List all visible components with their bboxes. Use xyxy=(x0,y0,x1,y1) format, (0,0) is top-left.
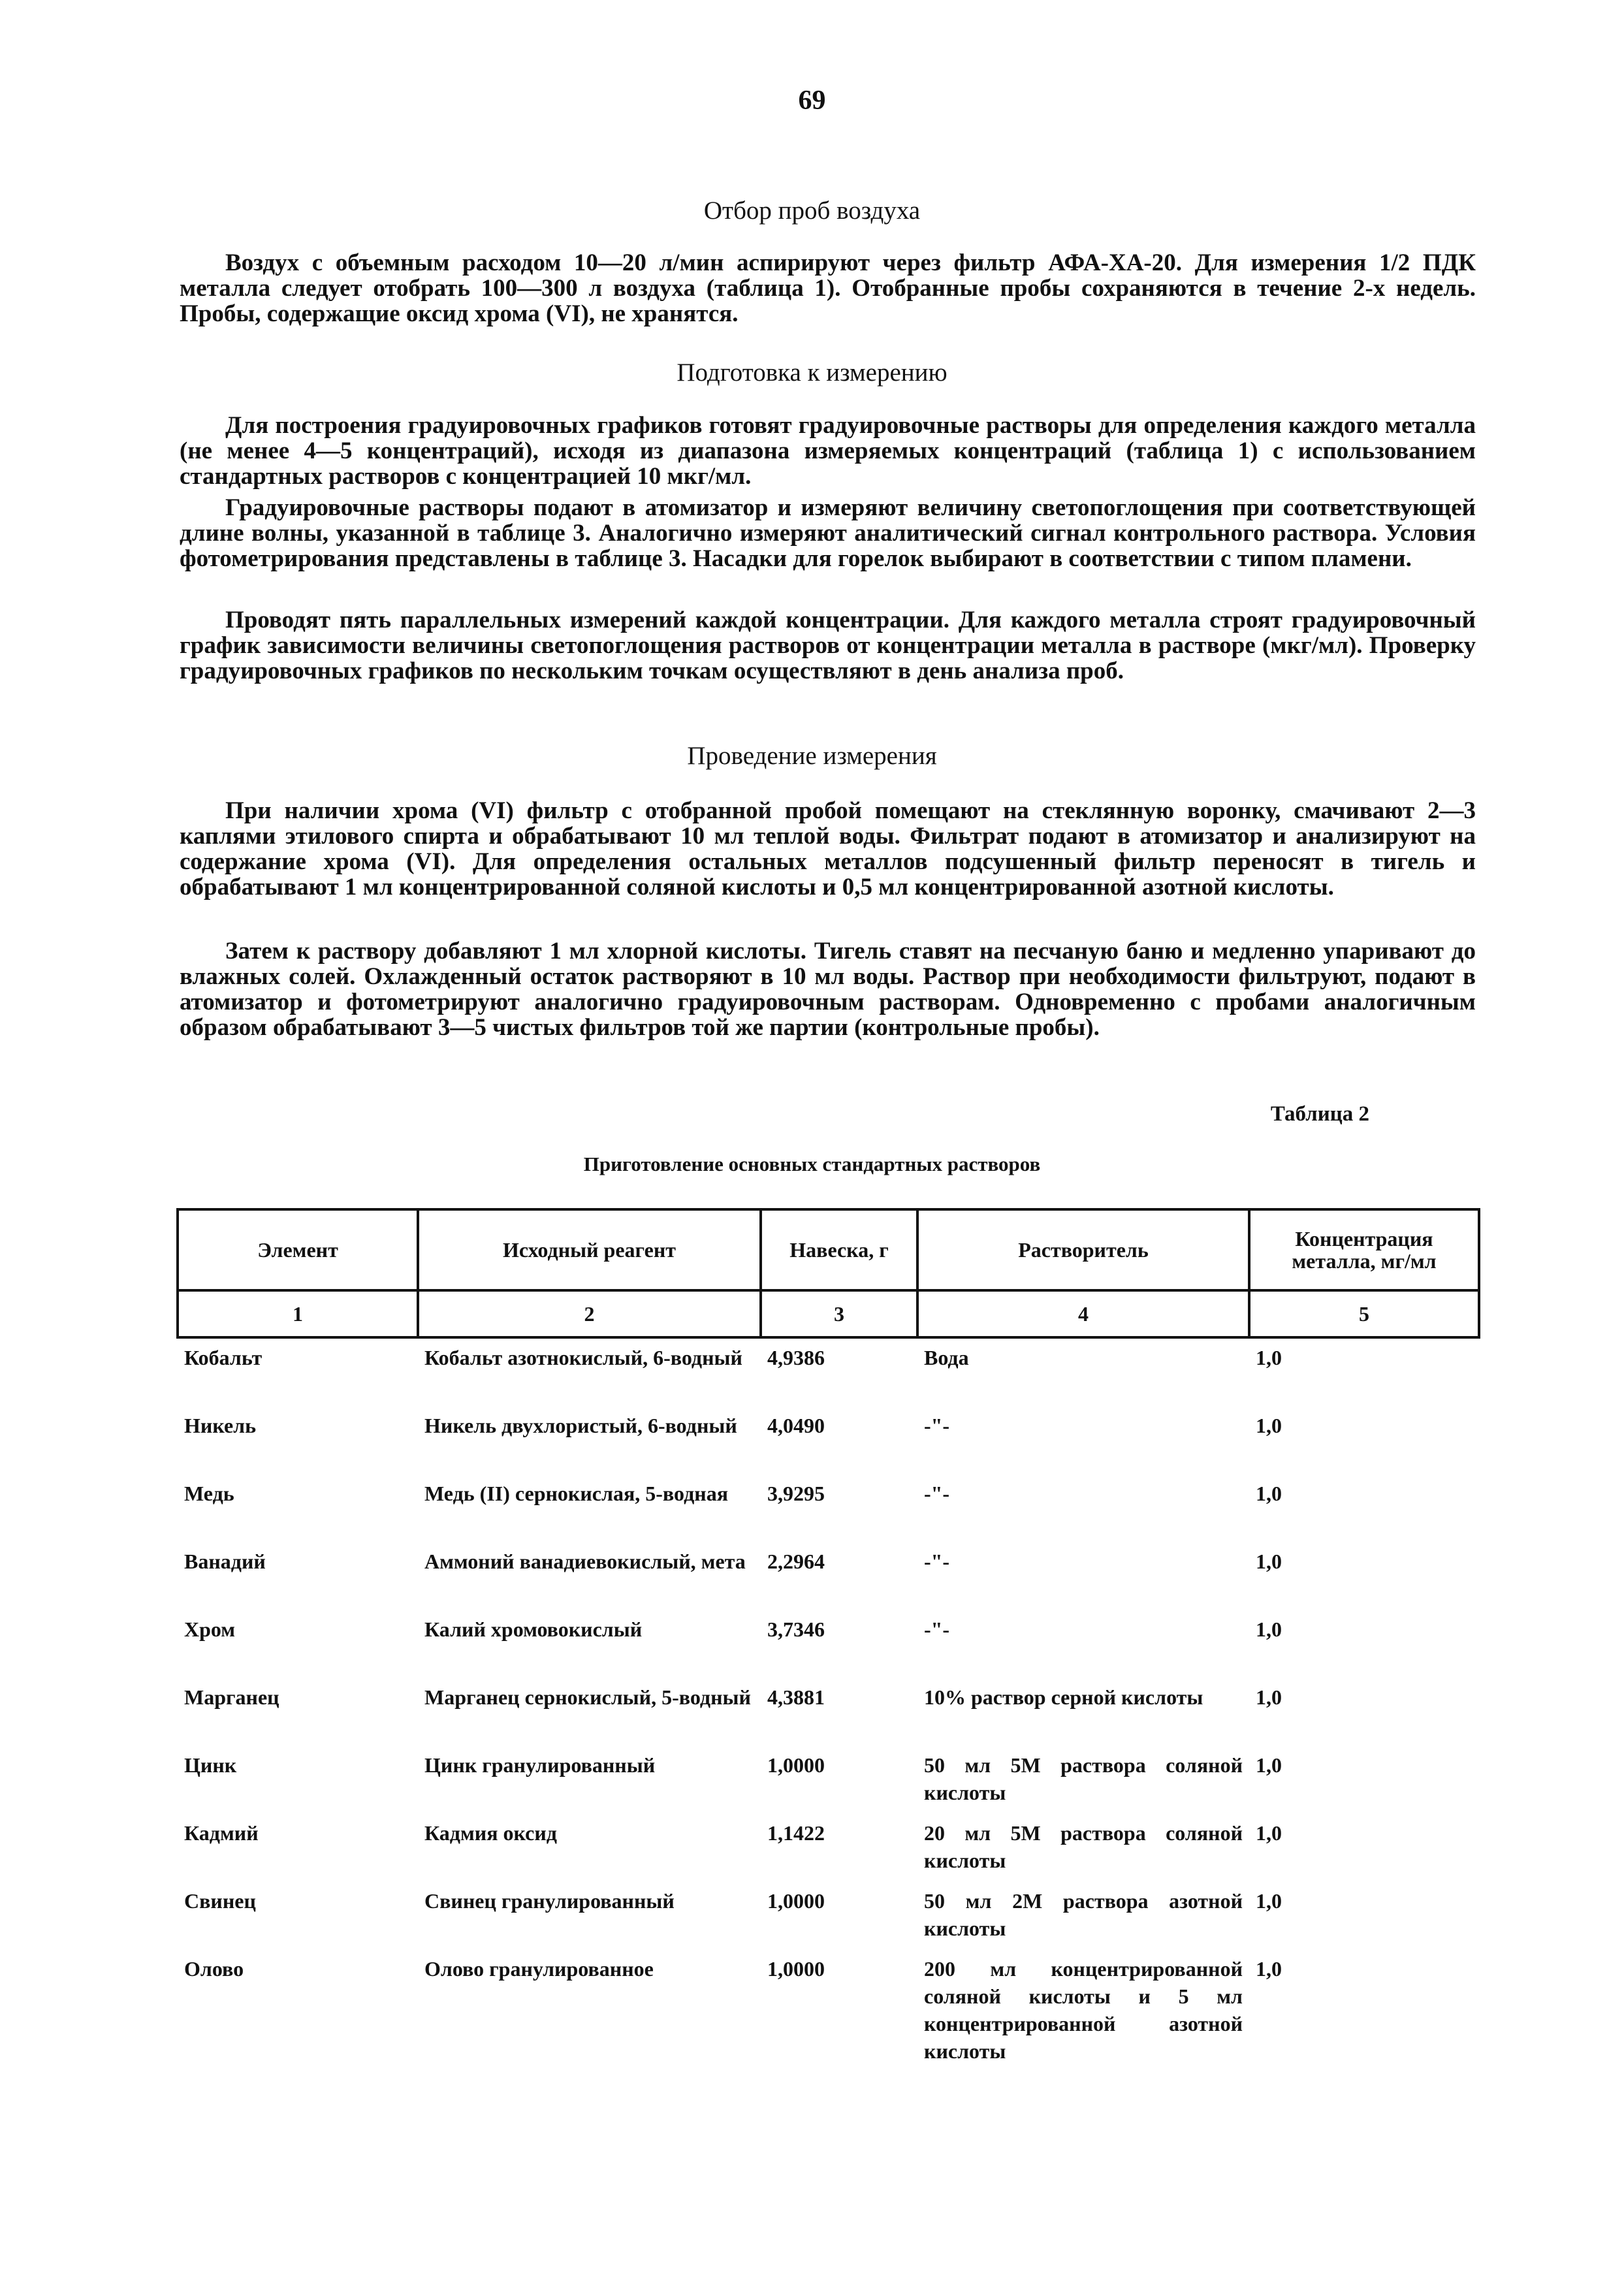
cell-concentration: 1,0 xyxy=(1256,1957,1282,1981)
table-row xyxy=(178,1610,1479,1678)
paragraph-measurement-1: При наличии хрома (VI) фильтр с отобранной пробой помещают на стеклянную воронку, смачивают 2—3 каплями этилового спирта и обрабатывают 10 мл теплой воды. Фильтрат подают в атомизатор и анализируют на содержание хрома (VI). Для определения остальных металлов подсушенный фильтр переносят в тигель и обрабатывают 1 мл концентрированной соляной кислоты и 0,5 мл концентрированной азотной кислоты. xyxy=(180,797,1476,900)
page-number: 69 xyxy=(798,86,826,116)
header-element: Элемент xyxy=(178,1209,418,1290)
table-column-number-row xyxy=(178,1290,1479,1337)
table-title: Приготовление основных стандартных растворов xyxy=(583,1153,1041,1175)
cell-solvent: 50 мл 2М раствора азотной кислоты xyxy=(924,1889,1243,1940)
cell-reagent: Олово гранулированное xyxy=(424,1957,654,1981)
table-row xyxy=(178,1746,1479,1814)
cell-reagent: Медь (II) сернокислая, 5-водная xyxy=(424,1482,728,1505)
cell-concentration: 1,0 xyxy=(1256,1482,1282,1505)
cell-solvent: 200 мл концентрированной соляной кислоты и 5 мл концентрированной азотной кислоты xyxy=(924,1957,1243,2063)
table-row xyxy=(178,1542,1479,1610)
heading-air-sampling: Отбор проб воздуха xyxy=(703,197,921,225)
cell-solvent: -"- xyxy=(924,1617,950,1641)
cell-element: Марганец xyxy=(184,1685,279,1709)
cell-mass: 1,0000 xyxy=(767,1957,825,1981)
paragraph-preparation-3: Проводят пять параллельных измерений каждой концентрации. Для каждого металла строят градуировочный график зависимости величины светопоглощения растворов от концентрации металла в растворе (мкг/мл). Проверку градуировочных графиков по нескольким точкам осуществляют в день анализа проб. xyxy=(180,607,1476,684)
cell-concentration: 1,0 xyxy=(1256,1346,1282,1369)
table-row xyxy=(178,1814,1479,1882)
header-solvent: Растворитель xyxy=(917,1209,1249,1290)
cell-mass: 2,2964 xyxy=(767,1550,825,1573)
cell-concentration: 1,0 xyxy=(1256,1414,1282,1437)
cell-solvent: -"- xyxy=(924,1414,950,1437)
cell-mass: 1,1422 xyxy=(767,1821,825,1845)
cell-reagent: Аммоний ванадиевокислый, мета xyxy=(424,1550,746,1573)
cell-element: Хром xyxy=(184,1617,236,1641)
header-concentration: Концентрация металла, мг/мл xyxy=(1249,1209,1479,1290)
cell-element: Кадмий xyxy=(184,1821,259,1845)
column-number: 4 xyxy=(917,1290,1249,1337)
header-mass: Навеска, г xyxy=(761,1209,917,1290)
cell-concentration: 1,0 xyxy=(1256,1685,1282,1709)
standard-solutions-table xyxy=(176,1208,1478,2065)
cell-mass: 3,9295 xyxy=(767,1482,825,1505)
cell-reagent: Марганец сернокислый, 5-водный xyxy=(424,1685,751,1709)
column-number: 2 xyxy=(418,1290,761,1337)
cell-reagent: Кадмия оксид xyxy=(424,1821,557,1845)
cell-mass: 4,9386 xyxy=(767,1346,825,1369)
cell-mass: 4,3881 xyxy=(767,1685,825,1709)
cell-mass: 1,0000 xyxy=(767,1889,825,1913)
cell-solvent: 50 мл 5М раствора соляной кислоты xyxy=(924,1753,1243,1804)
cell-concentration: 1,0 xyxy=(1256,1889,1282,1913)
table-row xyxy=(178,1882,1479,1950)
cell-mass: 4,0490 xyxy=(767,1414,825,1437)
cell-mass: 1,0000 xyxy=(767,1753,825,1777)
table-number: Таблица 2 xyxy=(1270,1102,1369,1126)
cell-concentration: 1,0 xyxy=(1256,1753,1282,1777)
cell-reagent: Свинец гранулированный xyxy=(424,1889,675,1913)
table-row xyxy=(178,1337,1479,1407)
paragraph-preparation-2: Градуировочные растворы подают в атомизатор и измеряют величину светопоглощения при соответствующей длине волны, указанной в таблице 3. Аналогично измеряют аналитический сигнал контрольного раствора. Условия фотометрирования представлены в таблице 3. Насадки для горелок выбирают в соответствии с типом пламени. xyxy=(180,494,1476,572)
table-row xyxy=(178,1950,1479,2065)
cell-element: Цинк xyxy=(184,1753,237,1777)
header-reagent: Исходный реагент xyxy=(418,1209,761,1290)
cell-solvent: Вода xyxy=(924,1346,969,1369)
cell-concentration: 1,0 xyxy=(1256,1821,1282,1845)
cell-element: Никель xyxy=(184,1414,257,1437)
cell-element: Олово xyxy=(184,1957,244,1981)
column-number: 1 xyxy=(178,1290,418,1337)
column-number: 5 xyxy=(1249,1290,1479,1337)
cell-reagent: Никель двухлористый, 6-водный xyxy=(424,1414,737,1437)
cell-mass: 3,7346 xyxy=(767,1617,825,1641)
cell-reagent: Калий хромовокислый xyxy=(424,1617,643,1641)
paragraph-preparation-1: Для построения градуировочных графиков готовят градуировочные растворы для определения каждого металла (не менее 4—5 концентраций), исходя из диапазона измеряемых концентраций (таблица 1) с использованием стандартных растворов с концентрацией 10 мкг/мл. xyxy=(180,412,1476,490)
column-number: 3 xyxy=(761,1290,917,1337)
cell-solvent: -"- xyxy=(924,1482,950,1505)
table-header-row xyxy=(178,1209,1479,1290)
cell-concentration: 1,0 xyxy=(1256,1550,1282,1573)
cell-element: Медь xyxy=(184,1482,234,1505)
cell-element: Кобальт xyxy=(184,1346,263,1369)
paragraph-measurement-2: Затем к раствору добавляют 1 мл хлорной кислоты. Тигель ставят на песчаную баню и медленно упаривают до влажных солей. Охлажденный остаток растворяют в 10 мл воды. Раствор при необходимости фильтруют, подают в атомизатор и фотометрируют аналогично градуировочным растворам. Одновременно с пробами аналогичным образом обрабатывают 3—5 чистых фильтров той же партии (контрольные пробы). xyxy=(180,938,1476,1041)
cell-reagent: Кобальт азотнокислый, 6-водный xyxy=(424,1346,742,1369)
cell-concentration: 1,0 xyxy=(1256,1617,1282,1641)
cell-solvent: -"- xyxy=(924,1550,950,1573)
heading-preparation: Подготовка к измерению xyxy=(677,358,947,387)
cell-solvent: 20 мл 5М раствора соляной кислоты xyxy=(924,1821,1243,1872)
table xyxy=(176,1208,1480,2065)
cell-element: Свинец xyxy=(184,1889,256,1913)
paragraph-air-sampling: Воздух с объемным расходом 10—20 л/мин аспирируют через фильтр АФА-ХА-20. Для измерения 1/2 ПДК металла следует отобрать 100—300 л воздуха (таблица 1). Отобранные пробы сохраняются в течение 2-х недель. Пробы, содержащие оксид хрома (VI), не хранятся. xyxy=(180,249,1476,327)
table-row xyxy=(178,1407,1479,1474)
cell-reagent: Цинк гранулированный xyxy=(424,1753,656,1777)
table-row xyxy=(178,1474,1479,1542)
cell-solvent: 10% раствор серной кислоты xyxy=(924,1685,1203,1709)
heading-measurement: Проведение измерения xyxy=(687,742,937,770)
table-row xyxy=(178,1678,1479,1746)
cell-element: Ванадий xyxy=(184,1550,266,1573)
